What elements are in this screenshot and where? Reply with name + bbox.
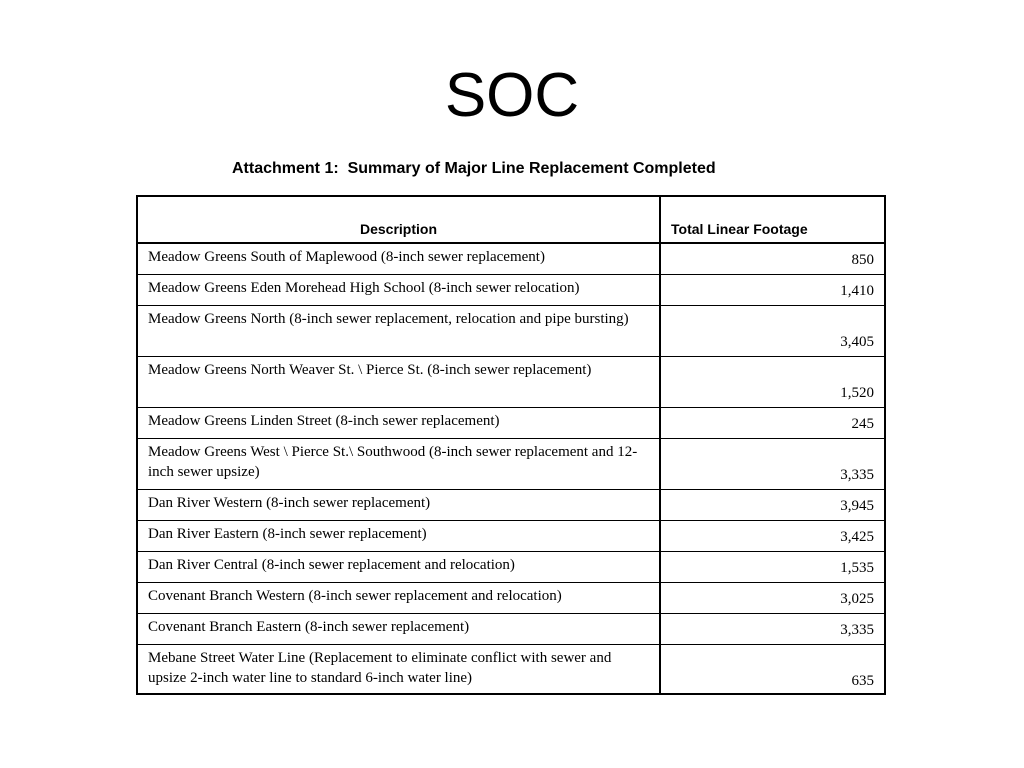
table-row	[138, 356, 884, 407]
header-description: Description	[138, 197, 660, 243]
row-description: Covenant Branch Eastern (8-inch sewer replacement)	[138, 613, 660, 644]
summary-table-container	[136, 195, 886, 695]
table-row	[138, 243, 884, 274]
table-row	[138, 407, 884, 438]
row-description: Meadow Greens Eden Morehead High School (8-inch sewer relocation)	[138, 274, 660, 305]
table-row	[138, 438, 884, 489]
row-footage: 3,025	[660, 582, 884, 613]
row-footage: 3,425	[660, 520, 884, 551]
row-footage: 1,535	[660, 551, 884, 582]
row-description: Dan River Eastern (8-inch sewer replacement)	[138, 520, 660, 551]
row-description: Meadow Greens North (8-inch sewer replacement, relocation and pipe bursting)	[138, 305, 660, 356]
summary-table	[138, 197, 884, 695]
row-description: Meadow Greens West \ Pierce St.\ Southwood (8-inch sewer replacement and 12-inch sewer upsize)	[138, 438, 660, 489]
row-footage: 3,335	[660, 438, 884, 489]
slide-title: SOC	[444, 61, 580, 130]
table-caption: Attachment 1: Summary of Major Line Replacement Completed	[232, 160, 716, 177]
row-footage: 3,945	[660, 489, 884, 520]
table-row	[138, 644, 884, 695]
table-row	[138, 489, 884, 520]
row-description: Covenant Branch Western (8-inch sewer replacement and relocation)	[138, 582, 660, 613]
row-footage: 245	[660, 407, 884, 438]
table-row	[138, 582, 884, 613]
row-description: Dan River Central (8-inch sewer replacement and relocation)	[138, 551, 660, 582]
row-description: Dan River Western (8-inch sewer replacement)	[138, 489, 660, 520]
header-total-linear-footage: Total Linear Footage	[660, 197, 884, 243]
table-row	[138, 520, 884, 551]
table-row	[138, 551, 884, 582]
row-footage: 1,520	[660, 356, 884, 407]
row-description: Meadow Greens Linden Street (8-inch sewer replacement)	[138, 407, 660, 438]
row-footage: 3,405	[660, 305, 884, 356]
row-description: Mebane Street Water Line (Replacement to eliminate conflict with sewer and upsize 2-inch water line to standard 6-inch water line)	[138, 644, 660, 695]
row-footage: 1,410	[660, 274, 884, 305]
table-row	[138, 613, 884, 644]
row-footage: 3,335	[660, 613, 884, 644]
row-footage: 850	[851, 251, 874, 268]
row-footage: 635	[660, 644, 884, 695]
row-description: Meadow Greens North Weaver St. \ Pierce St. (8-inch sewer replacement)	[138, 356, 660, 407]
table-row	[138, 305, 884, 356]
table-header-row	[138, 197, 884, 243]
row-description: Meadow Greens South of Maplewood (8-inch sewer replacement)	[138, 243, 660, 274]
table-row	[138, 274, 884, 305]
